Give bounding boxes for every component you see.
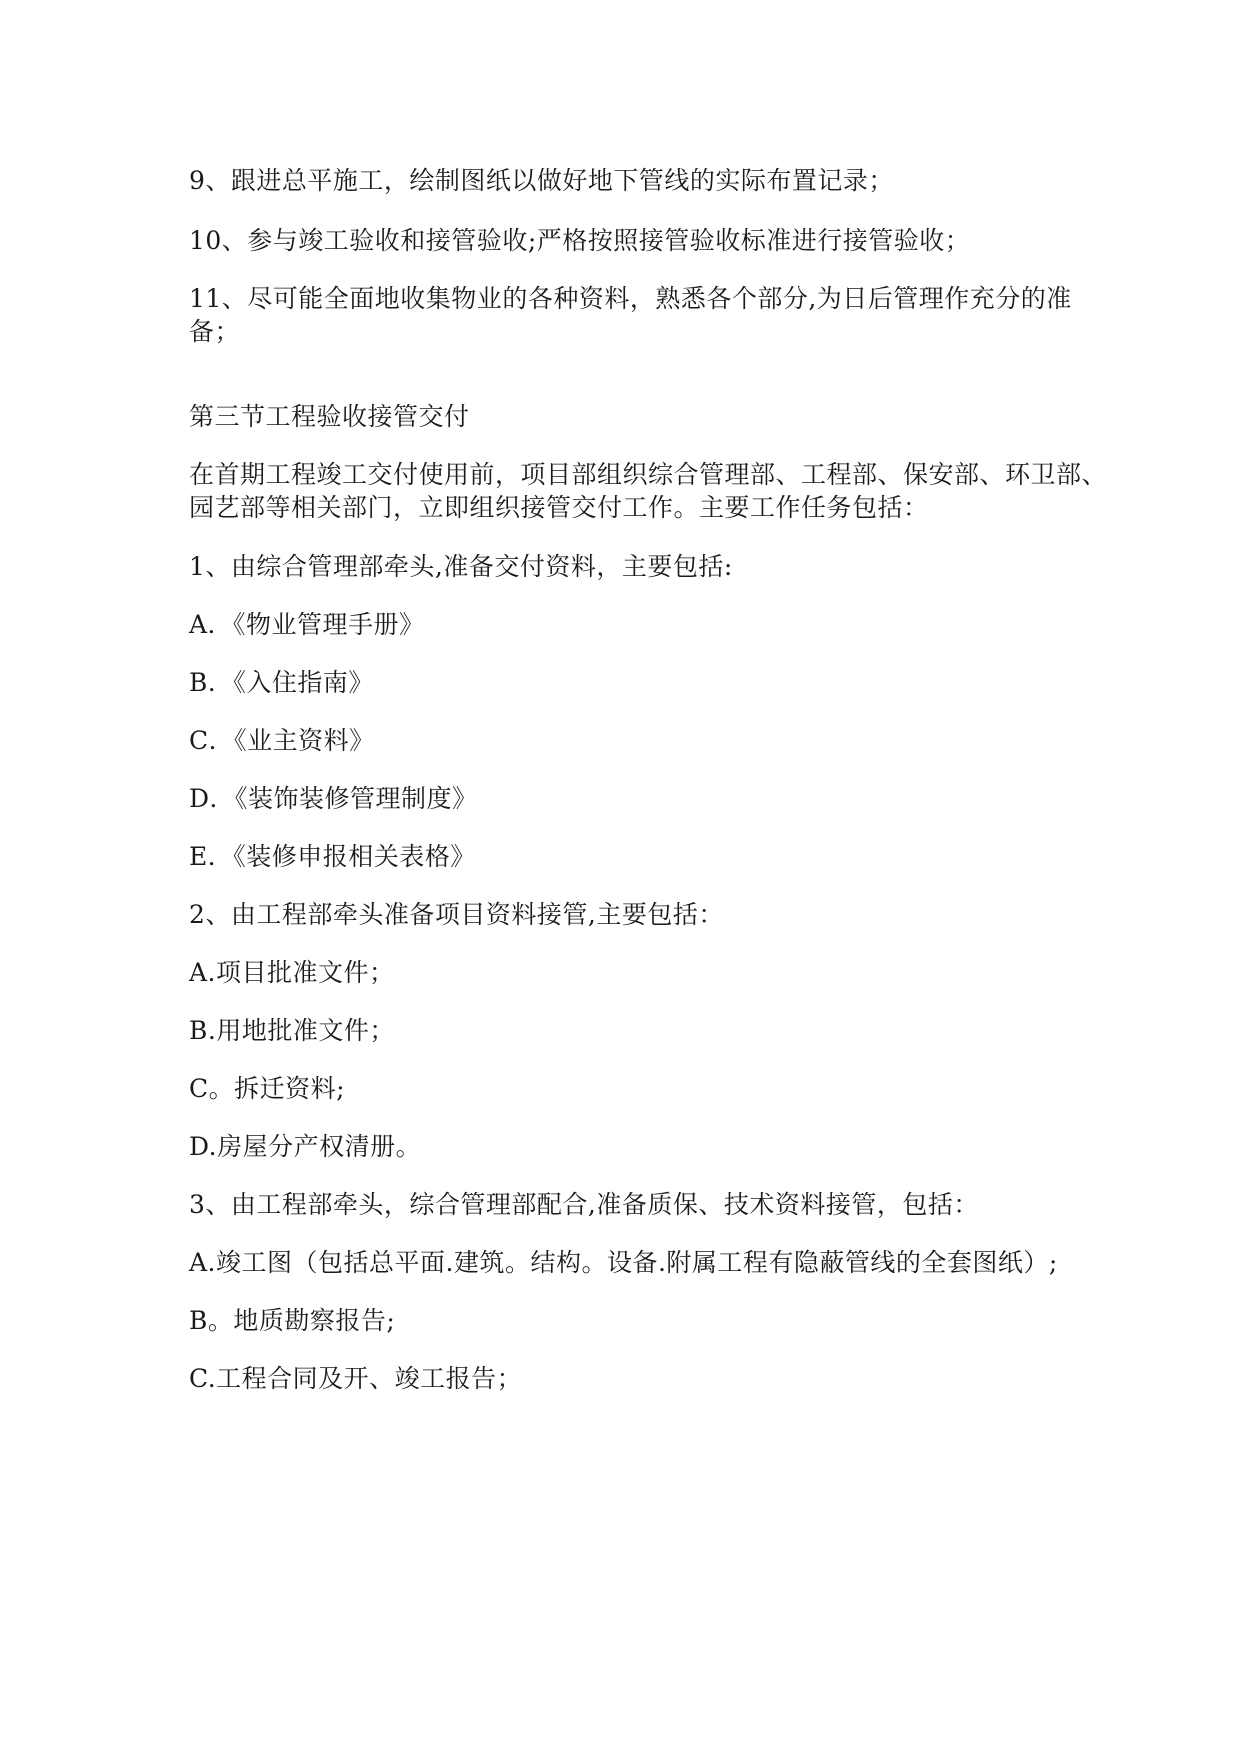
task-1-item-b: B．《入住指南》 <box>189 668 374 697</box>
paragraph-item-9: 9、跟进总平施工，绘制图纸以做好地下管线的实际布置记录； <box>189 166 894 195</box>
task-3-item-b: B。地质勘察报告; <box>189 1306 396 1335</box>
paragraph-item-11-line-2: 备； <box>189 317 241 346</box>
paragraph-item-11-line-1: 11、尽可能全面地收集物业的各种资料，熟悉各个部分,为日后管理作充分的准 <box>189 284 1072 313</box>
paragraph-item-10: 10、参与竣工验收和接管验收;严格按照接管验收标准进行接管验收； <box>189 226 971 255</box>
task-3-item-c: C.工程合同及开、竣工报告； <box>189 1364 523 1393</box>
task-2-item-d: D.房屋分产权清册。 <box>189 1132 422 1161</box>
task-2-item-c: C。拆迁资料; <box>189 1074 346 1103</box>
task-1-item-a: A．《物业管理手册》 <box>189 610 425 639</box>
task-3-item-a: A.竣工图（包括总平面.建筑。结构。设备.附属工程有隐蔽管线的全套图纸）; <box>189 1248 1058 1277</box>
task-3: 3、由工程部牵头，综合管理部配合,准备质保、技术资料接管，包括： <box>189 1190 979 1219</box>
task-2: 2、由工程部牵头准备项目资料接管,主要包括： <box>189 900 724 929</box>
task-1-item-d: D．《装饰装修管理制度》 <box>189 784 478 813</box>
intro-paragraph-line-1: 在首期工程竣工交付使用前，项目部组织综合管理部、工程部、保安部、环卫部、 <box>189 460 1108 489</box>
task-1-item-c: C．《业主资料》 <box>189 726 375 755</box>
section-heading: 第三节工程验收接管交付 <box>189 402 470 431</box>
intro-paragraph-line-2: 园艺部等相关部门，立即组织接管交付工作。主要工作任务包括： <box>189 493 929 522</box>
task-2-item-a: A.项目批准文件； <box>189 958 395 987</box>
task-2-item-b: B.用地批准文件； <box>189 1016 395 1045</box>
task-1-item-e: E．《装修申报相关表格》 <box>189 842 476 871</box>
task-1: 1、由综合管理部牵头,准备交付资料，主要包括: <box>189 552 733 581</box>
